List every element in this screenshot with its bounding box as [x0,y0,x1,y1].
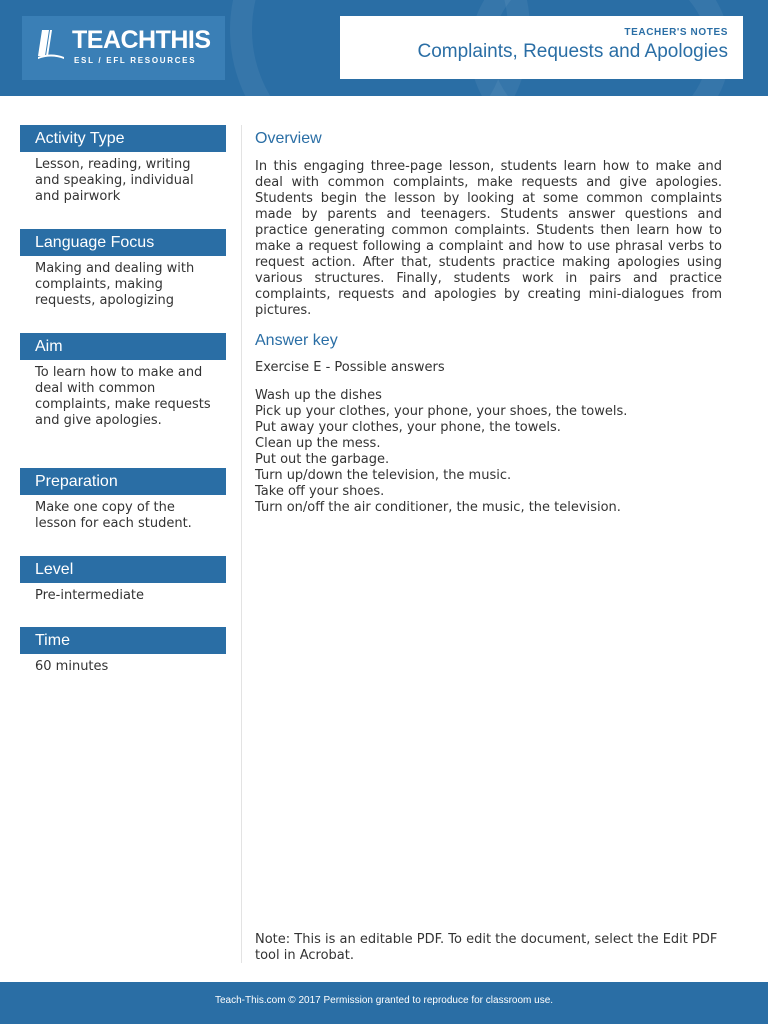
sidebar-heading: Level [20,556,226,583]
brand-name: TEACHTHIS [72,26,211,54]
sidebar-heading: Preparation [20,468,226,495]
answer-item: Take off your shoes. [255,484,385,499]
copyright-text: Teach-This.com © 2017 Permission granted to reproduce for classroom use. [214,995,554,1006]
answer-item: Turn up/down the television, the music. [255,468,512,483]
sidebar-heading: Aim [20,333,226,360]
sidebar-section-preparation [20,468,226,532]
sidebar-section-aim [20,333,226,429]
editable-pdf-note: Note: This is an editable PDF. To edit the document, select the Edit PDF tool in Acrobat. [255,932,718,963]
sidebar-text: Pre-intermediate [35,588,145,603]
title-panel [340,16,743,79]
sidebar-heading: Time [20,627,226,654]
sidebar-section-level [20,556,226,604]
exercise-label: Exercise E - Possible answers [255,360,445,375]
column-divider [241,125,242,963]
answer-item: Pick up your clothes, your phone, your shoes, the towels. [255,404,628,419]
overview-heading: Overview [255,130,322,147]
answer-item: Put out the garbage. [255,452,390,467]
sidebar-section-activity-type [20,125,226,205]
page-footer [0,982,768,1024]
answer-list [255,388,722,516]
book-icon [36,26,66,60]
brand-tagline: ESL / EFL RESOURCES [74,56,197,65]
answer-item: Clean up the mess. [255,436,381,451]
sidebar-text: Lesson, reading, writing and speaking, individual and pairwork [35,157,194,204]
page-title: Complaints, Requests and Apologies [417,41,728,62]
sidebar-text: Make one copy of the lesson for each student. [35,500,192,531]
sidebar-text: Making and dealing with complaints, making requests, apologizing [35,261,195,308]
main-content [255,128,722,516]
sidebar-section-language-focus [20,229,226,309]
page-header [0,0,768,96]
notes-label: TEACHER'S NOTES [624,27,728,38]
sidebar-heading: Language Focus [20,229,226,256]
sidebar-heading: Activity Type [20,125,226,152]
answer-item: Put away your clothes, your phone, the towels. [255,420,561,435]
brand-logo [22,16,225,80]
answer-item: Turn on/off the air conditioner, the music, the television. [255,500,621,515]
answer-item: Wash up the dishes [255,388,382,403]
answer-key-heading: Answer key [255,332,338,349]
sidebar-text: 60 minutes [35,659,109,674]
overview-paragraph: In this engaging three-page lesson, students learn how to make and deal with common complaints, make requests and give apologies. Students begin the lesson by looking at some common complaints made by parents and teenagers. Students answer questions and practice generating common complaints. Students then learn how to make a request following a complaint and how to use phrasal verbs to request action. After that, students practice making apologies using various structures. Finally, students work in pairs and practice complaints, requests and apologies by creating mini-dialogues from pictures. [255,159,722,318]
sidebar-section-time [20,627,226,675]
sidebar-text: To learn how to make and deal with common complaints, make requests and give apologies. [35,365,211,428]
